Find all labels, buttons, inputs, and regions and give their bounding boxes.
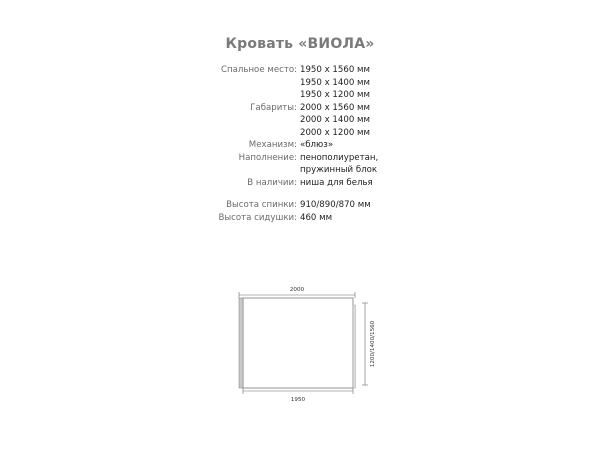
spec-value: «блюз» (300, 140, 334, 150)
spec-label: Высота спинки: (226, 200, 297, 210)
bottom-dimension-line (243, 388, 353, 394)
spec-label: Механизм: (248, 140, 297, 150)
spec-value: ниша для белья (300, 177, 373, 188)
bed-outline (239, 298, 356, 388)
spec-label: Наполнение: (238, 152, 297, 163)
spec-label: В наличии: (247, 177, 297, 188)
spec-value: 460 мм (300, 212, 333, 223)
spec-value: 1950 x 1560 мм (300, 65, 370, 75)
spec-value: 1950 x 1200 мм (300, 90, 370, 100)
side-dimension-label: 1200/1400/1560 (370, 320, 376, 368)
spec-value: 2000 x 1200 мм (300, 127, 370, 138)
spec-value: пенополиуретан, (300, 152, 379, 163)
top-dimension-label: 2000 (289, 287, 305, 293)
spec-label: Спальное место: (221, 65, 297, 75)
spec-value: 2000 x 1400 мм (300, 115, 370, 125)
spec-label: Высота сидушки: (218, 212, 297, 223)
spec-label: Габариты: (250, 102, 297, 113)
bottom-dimension-label: 1950 (290, 397, 306, 403)
side-dimension-line (362, 303, 368, 385)
spec-value: 2000 x 1560 мм (300, 102, 370, 113)
page-title: Кровать «ВИОЛА» (225, 36, 375, 52)
spec-value: 910/890/870 мм (300, 200, 371, 210)
spec-value: пружинный блок (300, 165, 378, 175)
spec-value: 1950 x 1400 мм (300, 77, 370, 88)
